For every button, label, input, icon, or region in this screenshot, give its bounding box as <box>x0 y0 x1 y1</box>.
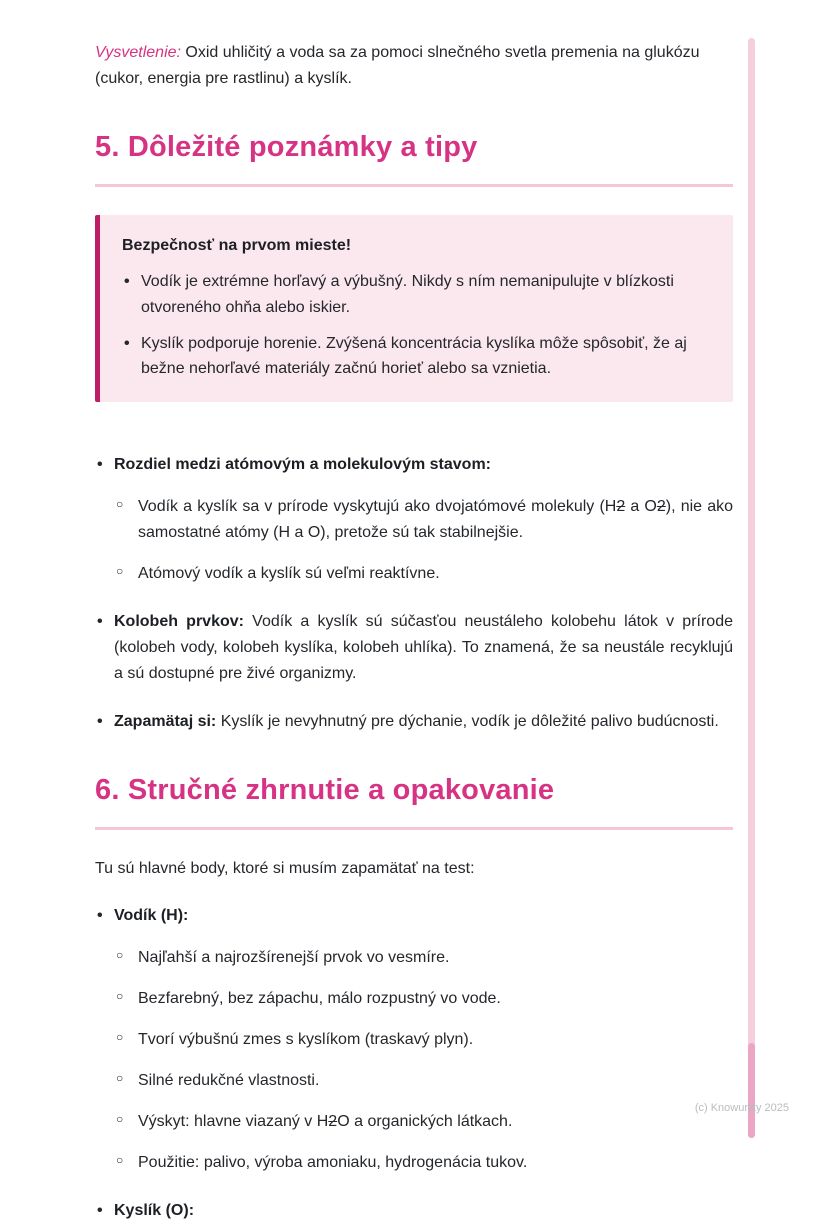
bullet-lead: Rozdiel medzi atómovým a molekulovým stavom: <box>114 456 491 474</box>
text-run: Výskyt: hlavne viazaný v H <box>138 1112 329 1130</box>
text-run: Vodík a kyslík sú súčasťou neustáleho kolobehu látok v prírode (kolobeh vody, kolobeh kyslíka, kolobeh uhlíka). To znamená, že sa neustále recyklujú a sú dostupné pre živé organizmy. <box>114 612 734 682</box>
list-item: ○ Použitie: palivo, výroba amoniaku, hydrogenácia tukov. <box>114 1150 733 1176</box>
callout-title: Bezpečnosť na prvom mieste! <box>122 236 352 254</box>
callout-list <box>122 269 707 383</box>
text-run: O a organických látkach. <box>337 1112 513 1130</box>
list-item: ○ Silné redukčné vlastnosti. <box>114 1068 733 1094</box>
explanation-text: Oxid uhličitý a voda sa za pomoci slnečného svetla premenia na glukózu (cukor, energia pre rastlinu) a kyslík. <box>95 44 700 87</box>
text-run-strikethrough: 2 <box>328 1112 338 1130</box>
list-item: ○ Bezfarebný, bez zápachu, málo rozpustný vo vode. <box>114 986 733 1012</box>
text-run-strikethrough: 2 <box>656 498 666 516</box>
scrollbar-thumb[interactable] <box>748 1043 755 1138</box>
list-item: • Vodík je extrémne horľavý a výbušný. Nikdy s ním nemanipulujte v blízkosti otvoreného ohňa alebo iskier. <box>122 269 707 321</box>
list-item: ○ Atómový vodík a kyslík sú veľmi reaktívne. <box>114 561 733 587</box>
bullet-lead: Vodík (H): <box>114 907 189 925</box>
summary-list <box>95 903 733 1223</box>
list-item: • Kyslík podporuje horenie. Zvýšená koncentrácia kyslíka môže spôsobiť, že aj bežne nehorľavé materiály začnú horieť alebo sa vznietia. <box>122 331 707 383</box>
list-item: ○ Najľahší a najrozšírenejší prvok vo vesmíre. <box>114 945 733 971</box>
text-run-strikethrough: 2 <box>616 498 626 516</box>
explanation-label: Vysvetlenie: <box>95 44 181 61</box>
text-run: Vodík a kyslík sa v prírode vyskytujú ako dvojatómové molekuly (H <box>138 498 617 516</box>
summary-intro: Tu sú hlavné body, ktoré si musím zapamätať na test: <box>95 859 475 877</box>
text-run: Kyslík je nevyhnutný pre dýchanie, vodík je dôležité palivo budúcnosti. <box>216 712 719 730</box>
list-item <box>95 1198 733 1224</box>
bullet-lead: Kolobeh prvkov: <box>114 612 244 630</box>
list-item <box>95 903 733 1175</box>
sub-list <box>114 945 733 1175</box>
text-run: ), nie ako samostatné atómy (H a O), pretože sú tak stabilnejšie. <box>138 498 733 542</box>
list-item <box>95 609 733 687</box>
list-item <box>114 494 733 546</box>
bullet-lead: Zapamätaj si: <box>114 712 217 730</box>
list-item: ○ Tvorí výbušnú zmes s kyslíkom (traskavý plyn). <box>114 1027 733 1053</box>
notes-list <box>95 452 733 734</box>
list-item <box>114 1109 733 1135</box>
text-run: a O <box>625 498 657 516</box>
section-5-title: 5. Dôležité poznámky a tipy <box>95 124 733 187</box>
list-item <box>95 709 733 735</box>
scrollbar-track[interactable] <box>748 38 755 1138</box>
sub-list <box>114 494 733 587</box>
list-item <box>95 452 733 587</box>
section-6-title: 6. Stručné zhrnutie a opakovanie <box>95 767 733 830</box>
safety-callout <box>95 215 733 403</box>
copyright-watermark: (c) Knowunity 2025 <box>694 1102 789 1115</box>
bullet-lead: Kyslík (O): <box>114 1201 195 1219</box>
explanation-paragraph <box>95 40 733 92</box>
